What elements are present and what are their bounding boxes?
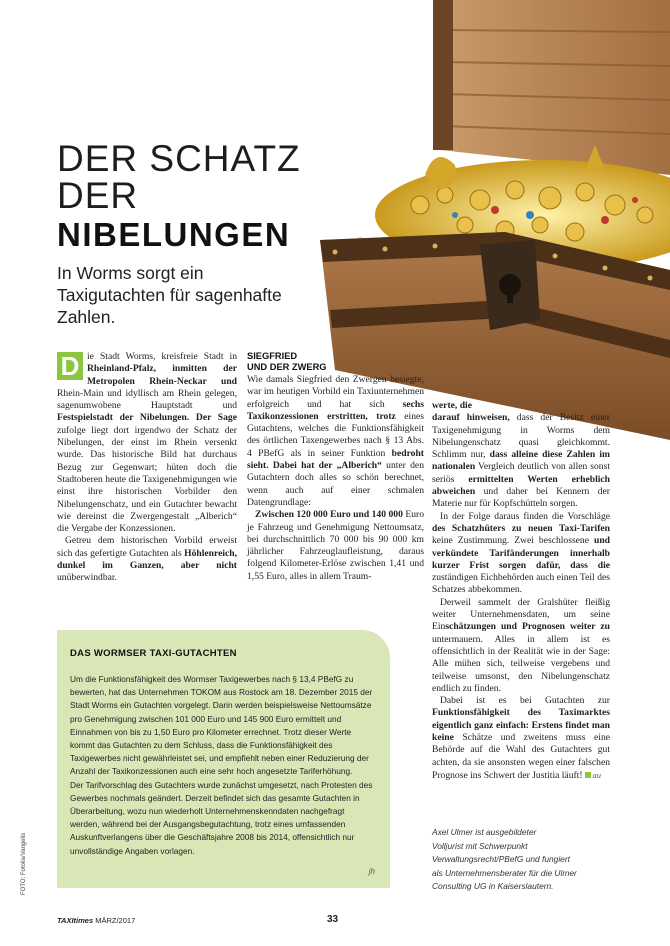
text-span: Euro je Fahrzeug und Genehmigung Nettoumsatz, bei durchschnittlich 70 000 bis 90 000 km jährlicher Fahrzeuglaufleistung, daraus folgend Kilometer-Erlöse zwischen 1,41 und 1,55 Euro, alles in allem Traum- [247,509,424,582]
text-span: untermauern. Alles in allem ist es offensichtlich in der Realität wie in der Sage: Alle mühen sich, teilweise vergebens und teilweise umsonst, den Nibelungenschatz endlich zu finden. [432,633,610,694]
emphasis-text: schätzungen und Prognosen weiter zu [445,621,610,633]
text-span: Schätze und zweitens muss eine Behörde auf die Wahl des Gutachters gut achten, da sie ansonsten wegen einer falschen Prognose ins Schwert der Justitia läuft! [432,732,610,781]
title-line-3: NIBELUNGEN [57,216,291,253]
text-span: Derweil sammelt der Gralshüter fleißig weiter Unternehmensdaten, um seine Ein [432,596,610,633]
author-note [432,826,622,894]
author-initials: au [592,769,602,780]
info-box-paragraph: Der Tarifvorschlag des Gutachters wurde zunächst umgesetzt, nach Protesten des Gewerbes nochmals geändert. Derzeit befindet sich das gesamte Gutachten in Überarbeitung, wozu nun wiederholt Unternehmenskenndaten nachgefragt werden, während bei der Ausgangsbegutachtung, trotz eines umfassenden Auskunftverlangens über die Geschäftsjahre 2008 bis 2014, offensichtlich nur unvollständige Angaben vorlagen. [70,779,373,856]
text-span: und daher bei Kennern der Materie nur für Kopfschütteln sorgen. [432,486,610,510]
article-lead: In Worms sorgt ein Taxigutachten für sagenhafte Zahlen. [57,263,282,327]
author-note-line: Axel Ulmer ist ausgebildeter [432,827,537,837]
article-title [57,140,301,253]
text-span: unüberwindbar. [57,572,117,584]
emphasis-text: des Schatzhüters zu neuen Taxi-Tarifen [432,522,610,534]
emphasis-text: ermittelten Werten erheblich abweichen [432,473,611,498]
subheading-line-2: UND DER ZWERG [247,362,327,372]
article-column-3 [432,400,610,782]
text-span: Getreu dem historischen Vorbild erweist sich das gefertigte Gutachten als [57,535,237,559]
emphasis-text: Festspielstadt der Nibelungen. Der Sage [57,412,237,424]
text-span: unter den Gutachtern doch alles so schön berechnet, wenn auch auf einer schmalen Datengrundlage: [247,460,424,508]
text-span: In der Folge daraus finden die Vorschläge [440,510,610,522]
author-note-line: als Unternehmensberater für die Ulmer [432,867,577,878]
page-number: 33 [327,914,339,925]
text-span: dass der Besitz einer Taxigenehmigung in Worms dem Nibelungenschatz quasi gleichkommt. Schlimm nur, [432,412,610,461]
emphasis-text: Rheinland-Pfalz, inmitten der Metropolen Rhein-Neckar und [87,363,237,387]
subheading [247,351,424,373]
title-line-2: DER [57,175,139,216]
emphasis-text: Funktionsfähigkeit des Taximarktes eigentlich ganz einfach: Erstens findet man keine [432,707,610,744]
author-note-line: Consulting UG in Kaiserslautern. [432,881,554,892]
info-box-initials: jh [368,867,375,876]
emphasis-text: sechs Taxikonzessionen erstritten, trotz [247,398,424,422]
subheading-line-1: SIEGFRIED [247,351,298,361]
info-box-paragraph: Um die Funktionsfähigkeit des Wormser Taxigewerbes nach § 13,4 PBefG zu bewerten, hat das Unternehmen TOKOM aus Rostock am 18. Dezember 2015 der Stadt Worms ein Gutachten vorgelegt. Darin werden beispielsweise Nettoumsätze pro Genehmigung zwischen 101 000 Euro und 145 900 Euro ermittelt und Einnahmen von bis zu 1,50 Euro pro Kilometer errechnet. Trotz dieser Werte kommt das Gutachten zu dem Schluss, dass die Funktionsfähigkeit des Taxigewerbes nicht gewährleistet sei, und empfiehlt neben einer Reduzierung der Anzahl der Taxikonzessionen auch eine sehr hoch angesetzte Tariferhöhung. [70,674,373,777]
author-note-line: Verwaltungsrecht/PBefG und fungiert [432,854,570,865]
text-span: Rhein-Main und idyllisch am Rhein gelegen, sagenumwobene Hauptstadt und [57,387,237,412]
emphasis-text: bedroht sieht. Dabei hat der „Alberich“ [247,447,424,472]
emphasis-text: Höhlenreich, dunkel im Ganzen, aber nicht [57,547,237,572]
emphasis-text: und verkündete Tarifänderungen innerhalb kurzer Frist sorgen dafür, dass die [432,535,610,571]
text-span: Dabei ist es bei Gutachten zur [440,695,610,707]
text-span: zuständigen Eichbehörden auch einen Teil des Schatzes abbekommen. [432,572,610,596]
end-mark-icon [585,772,591,778]
emphasis-text: dass alleine diese Zahlen im nationalen [432,449,610,473]
author-note-line: Volljurist mit Schwerpunkt [432,840,528,851]
emphasis-text: werte, die [432,400,472,411]
text-span: ie Stadt Worms, kreisfreie Stadt in [87,351,237,362]
info-box-title: DAS WORMSER TAXI-GUTACHTEN [70,648,237,659]
dropcap: D [57,352,83,380]
text-span: Vergleich deutlich von allen sonst seriös [432,461,610,485]
article-column-2 [247,351,424,583]
text-span: Wie damals Siegfried den Zwergen besiegte, war im heutigen Vorbild ein Taxiunternehmen erfolgreich und hat sich [247,374,424,410]
photo-credit: FOTO: Fotolia/Vangelis [21,832,27,895]
magazine-brand: TAXItimes [57,916,94,925]
text-span: keine Zustimmung. Zwei beschlossene [432,535,594,547]
info-box [57,630,390,888]
title-line-1: DER SCHATZ [57,138,301,179]
footer-magazine [57,916,135,925]
magazine-issue: MÄRZ/2017 [95,916,136,925]
text-span: zufolge liegt dort irgendwo der Schatz der Nibelungen, der einst im Rhein versenkt wurde. Das historische Bild hat durchaus Bezug zur Gegenwart; hüten doch die Stadtoberen heute die Taxigenehmigungen wie einst ihre historischen Vorbilder den Nibelungenschatz, und ein Gutachter bewacht wie dereinst die Zwergengestalt „Alberich“ die Vergabe der Konzessionen. [57,424,237,535]
text-span: eines Gutachtens, welches die Funktionsfähigkeit des örtlichen Taxengewerbes nach § 13 Abs. 4 PBefG als in seiner Funktion [247,410,424,459]
emphasis-text: darauf hinweisen, [432,412,510,424]
article-column-1 [57,351,237,585]
emphasis-text: Zwischen 120 000 Euro und 140 000 [255,509,403,521]
info-box-text [70,673,376,858]
